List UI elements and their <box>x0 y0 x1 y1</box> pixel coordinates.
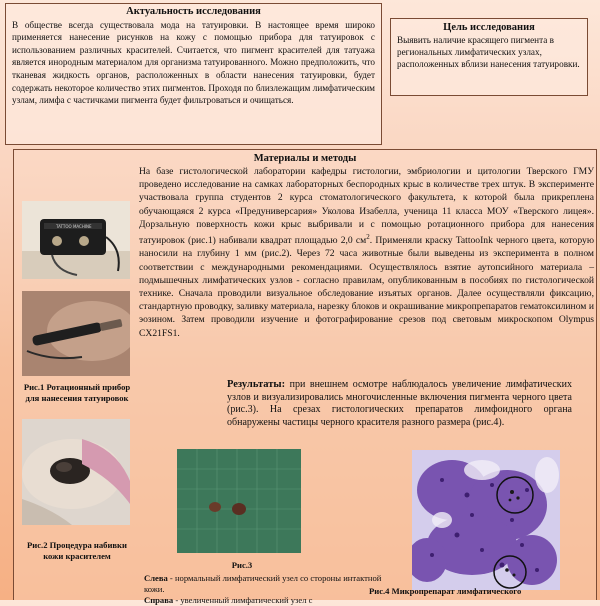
goal-section <box>390 18 588 96</box>
methods-superscript: 2 <box>366 233 370 242</box>
results-body: при внешнем осмотре наблюдалось увеличение лимфатических узлов и визуализировались многочисленные включения пигмента черного цвета (рис.3). На срезах гистологических препаратов лимфоидного органа обнаружены частицы черного красителя разного размера (рис.4). <box>227 379 572 428</box>
fig4-micrograph <box>412 450 560 590</box>
methods-text-part1: На базе гистологической лаборатории кафедры гистологии, эмбриологии и цитологии Тверского ГМУ проведено исследование на самках лабораторных беспородных крыс в количестве трех штук. В эксперименте участвовала группа студентов 2 курса стоматологического факультета, к которой была прикреплена обучающаяся 2 курса «Предуниверсария» Уколова Изабелла, ученица 11 класса МОУ «Тверского лицея». Дорзальную поверхность кожи крыс выбривали и с помощью ротационного прибора для нанесения татуировок (рис.1) набивали квадрат площадью 2,0 см <box>139 166 594 247</box>
methods-text-part2: . Применяли краску TattooInk черного цвета, которую наносили на глубину 1 мм (рис.2). Через 72 часа животные были выведены из эксперимента в полном соответствии с международными рекомендациями. Осуществлялось взятие аутопсийного материала – подмышечных лимфатических узлов - согласно правилам, опубликованным в пособиях по гистологической технике. Сначала проводили визуальное обследование изъятых органов. Далее осуществляли фиксацию, стандартную проводку, заливку материала, нарезку блоков и окрашивание микропрепаратов гематоксилином и эозином. Затем проводили изучение и фотографирование срезов под световым микроскопом Olympus CX21FS1. <box>139 235 594 339</box>
relevance-section <box>5 3 382 145</box>
fig3-left-label: Слева <box>144 573 168 583</box>
methods-section <box>13 149 597 605</box>
fig1-caption: Рис.1 Ротационный прибор для нанесения татуировок <box>23 382 131 403</box>
methods-title: Материалы и методы <box>253 153 357 164</box>
fig1-pen-photo <box>22 291 130 376</box>
fig3-note-right <box>144 595 384 606</box>
fig3-right-text: - увеличенный лимфатический узел с <box>173 595 313 605</box>
fig3-caption: Рис.3 <box>231 560 253 570</box>
fig3-lymph-node-photo <box>177 449 301 553</box>
fig3-note-left <box>144 573 384 595</box>
relevance-title: Актуальность исследования <box>126 6 261 17</box>
device-brand: TATTOO MACHINE <box>56 224 92 229</box>
fig3-left-text: - нормальный лимфатический узел со стороны интактной кожи. <box>144 573 382 594</box>
methods-text <box>139 165 594 340</box>
results-label: Результаты: <box>227 379 286 390</box>
fig3-right-label: Справа <box>144 595 174 605</box>
fig2-rat-photo <box>22 419 130 525</box>
fig1-device-photo <box>22 201 130 279</box>
relevance-text: В обществе всегда существовала мода на татуировки. В настоящее время широко применяется нанесение рисунков на кожу с помощью прибора для татуировок с использованием различных красителей. Считается, что пигмент красителей для татуажа является инородным материалом для организма татуированного. Можно предположить, что тканевая жидкость органов, расположенных в области нанесения татуировки, будет содержать некоторое количество этих пигментов. Проходя по близлежащим лимфатическим узлам, лимфа с частичками пигмента будет фильтроваться и очищаться. <box>12 19 375 106</box>
fig4-caption: Рис.4 Микропрепарат лимфатического <box>369 586 522 596</box>
goal-title: Цель исследования <box>443 22 535 33</box>
fig2-caption: Рис.2 Процедура набивки кожи красителем <box>27 540 127 561</box>
results-text <box>227 379 572 429</box>
goal-text: Выявить наличие красящего пигмента в региональных лимфатических узлах, расположенных вблизи нанесения татуировки. <box>397 35 580 69</box>
fig3-notes <box>144 573 384 606</box>
